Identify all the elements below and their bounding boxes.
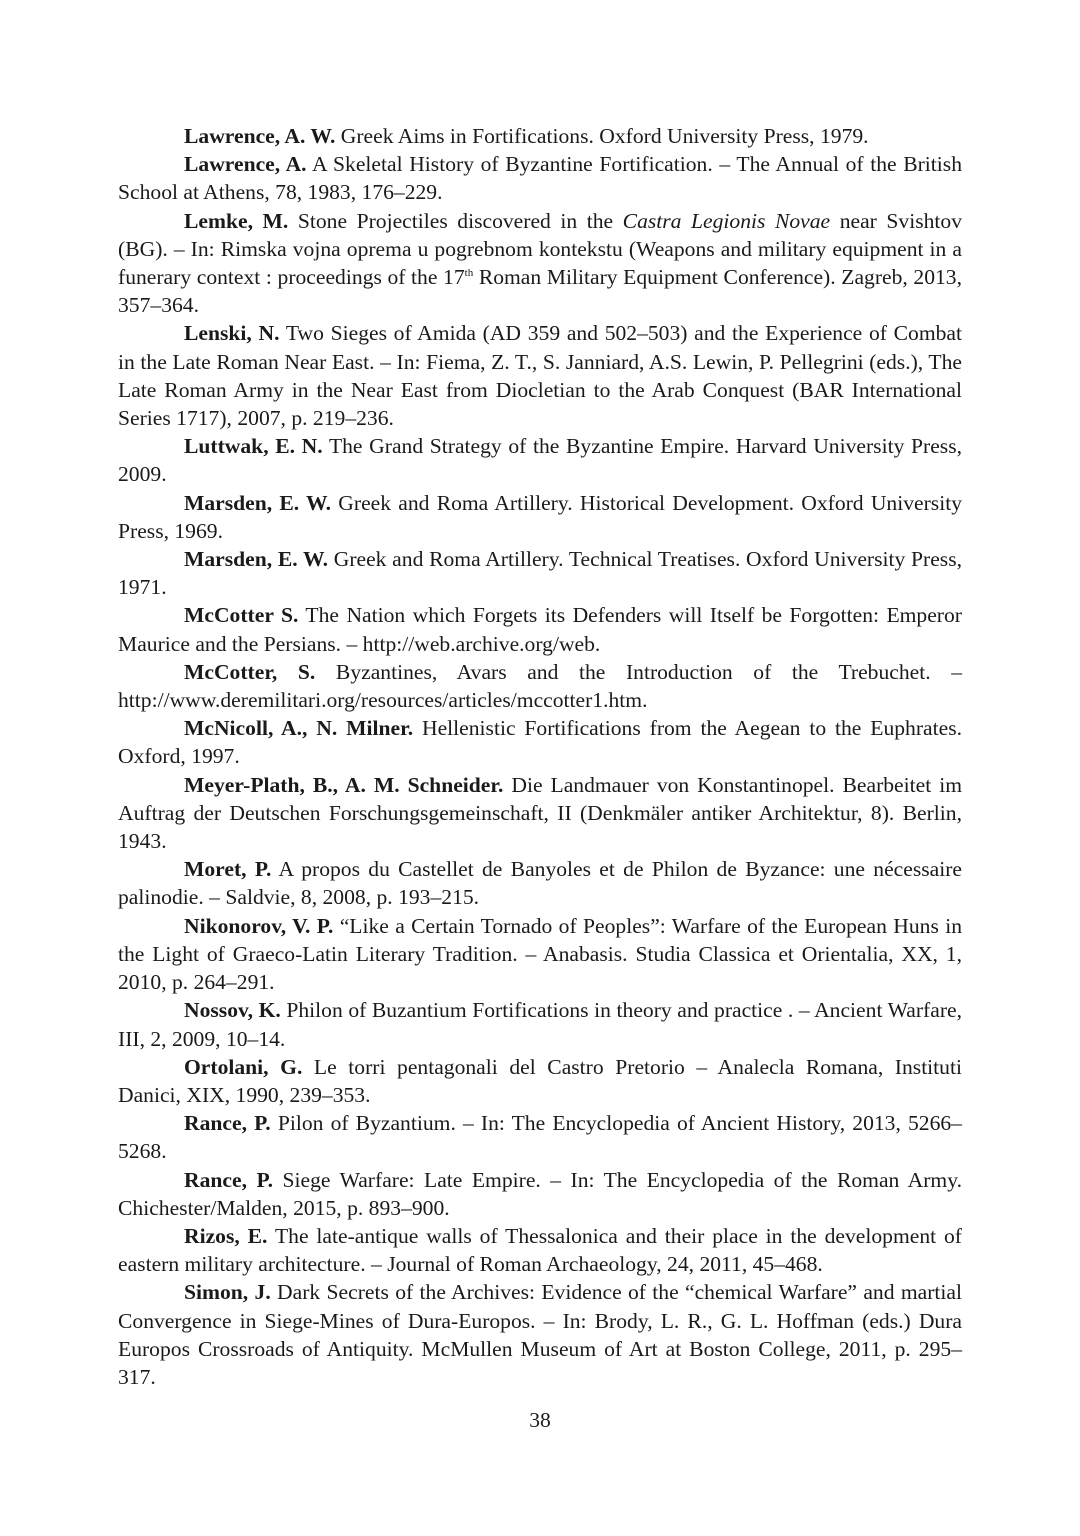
reference-entry — [118, 912, 962, 997]
reference-author: McNicoll, A., N. Milner. — [184, 716, 414, 741]
reference-entry — [118, 150, 962, 206]
reference-entry — [118, 658, 962, 714]
reference-entry — [118, 1222, 962, 1278]
reference-text: Hellenistic Fortifications from the Aegean to the Euphrates. Oxford, 1997. — [118, 716, 963, 769]
reference-entry — [118, 432, 962, 488]
reference-author: Lawrence, A. — [184, 152, 307, 177]
reference-author: Rance, P. — [184, 1167, 274, 1192]
reference-text: “Like a Certain Tornado of Peoples”: Warfare of the European Huns in the Light of Graeco-Latin Literary Tradition. – Anabasis. Studia Classica et Orientalia, XX, 1, 2010, p. 264–291. — [118, 913, 962, 995]
reference-text: Le torri pentagonali del Castro Pretorio – Analecla Romana, Instituti Danici, XIX, 1990, 239–353. — [118, 1054, 962, 1107]
reference-text: near Svishtov (BG). – In: Rimska vojna oprema u pogrebnom kontekstu (Weapons and military equipment in a funerary context : proceedings of the 17 — [118, 208, 962, 290]
reference-entry — [118, 601, 962, 657]
reference-text: Stone Projectiles discovered in the — [288, 208, 623, 233]
reference-entry — [118, 489, 962, 545]
reference-author: Meyer-Plath, B., A. M. Schneider. — [184, 772, 504, 797]
reference-text: The Grand Strategy of the Byzantine Empire. Harvard University Press, 2009. — [118, 434, 962, 487]
reference-author: Rizos, E. — [184, 1223, 268, 1248]
reference-text: The late-antique walls of Thessalonica and their place in the development of eastern military architecture. – Journal of Roman Archaeology, 24, 2011, 45–468. — [118, 1223, 963, 1277]
reference-superscript: th — [464, 266, 474, 279]
reference-author: Nossov, K. — [184, 998, 281, 1023]
bibliography-list — [118, 122, 962, 1391]
reference-text: Greek Aims in Fortifications. Oxford University Press, 1979. — [335, 124, 869, 148]
page-number: 38 — [529, 1408, 551, 1432]
reference-author: Marsden, E. W. — [184, 547, 329, 572]
reference-author: McCotter, S. — [184, 659, 316, 684]
reference-text: Die Landmauer von Konstantinopel. Bearbeitet im Auftrag der Deutschen Forschungsgemeinschaft, II (Denkmäler antiker Architektur, 8). Berlin, 1943. — [118, 772, 962, 854]
reference-entry — [118, 207, 962, 320]
reference-italic-title: Castra Legionis Novae — [622, 208, 831, 233]
reference-author: Nikonorov, V. P. — [184, 913, 334, 938]
reference-entry — [118, 1109, 962, 1165]
reference-text: A propos du Castellet de Banyoles et de Philon de Byzance: une nécessaire palinodie. – Saldvie, 8, 2008, p. 193–215. — [118, 857, 962, 910]
reference-text: Siege Warfare: Late Empire. – In: The Encyclopedia of the Roman Army. Chichester/Malden, 2015, p. 893–900. — [118, 1167, 962, 1220]
reference-text: Two Sieges of Amida (AD 359 and 502–503) and the Experience of Combat in the Late Roman Near East. – In: Fiema, Z. T., S. Janniard, A.S. Lewin, P. Pellegrini (eds.), The Late Roman Army in the Near East from Diocletian to the Arab Conquest (BAR International Series 1717), 2007, p. 219–236. — [118, 321, 963, 431]
reference-author: Lenski, N. — [184, 321, 280, 346]
reference-author: Lawrence, A. W. — [184, 124, 336, 148]
reference-text: Roman Military Equipment Conference). Zagreb, 2013, 357–364. — [118, 265, 962, 318]
reference-text: Greek and Roma Artillery. Technical Treatises. Oxford University Press, 1971. — [118, 547, 962, 600]
reference-entry — [118, 1053, 962, 1109]
reference-text: The Nation which Forgets its Defenders will Itself be Forgotten: Emperor Maurice and the Persians. – http://web.archive.org/web. — [118, 603, 962, 656]
reference-text: Pilon of Byzantium. – In: The Encyclopedia of Ancient History, 2013, 5266–5268. — [118, 1111, 962, 1164]
reference-author: Moret, P. — [184, 857, 272, 882]
reference-text: A Skeletal History of Byzantine Fortification. – The Annual of the British School at Athens, 78, 1983, 176–229. — [118, 152, 962, 205]
reference-entry — [118, 771, 962, 856]
reference-entry — [118, 1278, 962, 1391]
reference-text: Dark Secrets of the Archives: Evidence of the “chemical Warfare” and martial Convergence in Siege-Mines of Dura-Europos. – In: Brody, L. R., G. L. Hoffman (eds.) Dura Europos Crossroads of Antiquity. McMullen Museum of Art at Boston College, 2011, p. 295–317. — [118, 1280, 963, 1389]
reference-entry — [118, 122, 962, 150]
reference-text: Philon of Buzantium Fortifications in theory and practice . – Ancient Warfare, III, 2, 2009, 10–14. — [118, 998, 963, 1051]
reference-author: Rance, P. — [184, 1111, 271, 1136]
reference-entry — [118, 319, 962, 432]
reference-entry — [118, 714, 962, 770]
reference-entry — [118, 545, 962, 601]
reference-text: Byzantines, Avars and the Introduction of the Trebuchet. – http://www.deremilitari.org/resources/articles/mccotter1.htm. — [118, 659, 962, 713]
reference-author: Simon, J. — [184, 1280, 271, 1305]
reference-entry — [118, 996, 962, 1052]
reference-author: Marsden, E. W. — [184, 490, 332, 515]
reference-author: Luttwak, E. N. — [184, 434, 323, 459]
reference-author: Lemke, M. — [184, 208, 289, 233]
reference-entry — [118, 855, 962, 911]
reference-text: Greek and Roma Artillery. Historical Development. Oxford University Press, 1969. — [118, 490, 963, 543]
reference-entry — [118, 1166, 962, 1222]
reference-author: McCotter S. — [184, 603, 299, 628]
reference-author: Ortolani, G. — [184, 1054, 303, 1079]
